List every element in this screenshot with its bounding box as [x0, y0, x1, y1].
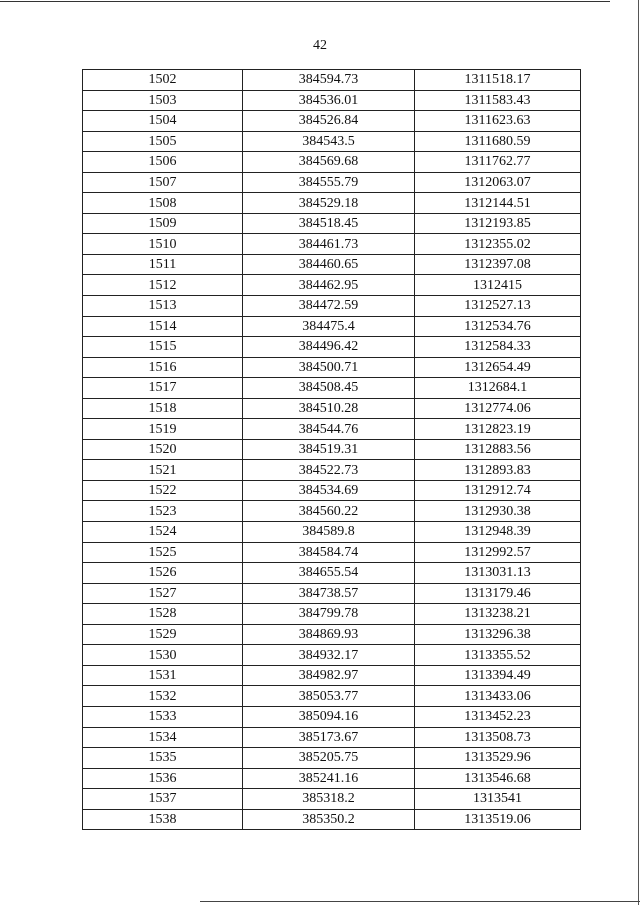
table-row — [83, 419, 581, 440]
y-coordinate-cell: 1312534.76 — [415, 316, 581, 337]
point-number-cell: 1527 — [83, 583, 243, 604]
table-row — [83, 337, 581, 358]
x-coordinate-cell: 384472.59 — [243, 296, 415, 317]
x-coordinate-cell: 384496.42 — [243, 337, 415, 358]
y-coordinate-cell: 1312193.85 — [415, 213, 581, 234]
x-coordinate-cell: 384518.45 — [243, 213, 415, 234]
point-number-cell: 1522 — [83, 480, 243, 501]
x-coordinate-cell: 384519.31 — [243, 439, 415, 460]
x-coordinate-cell: 385350.2 — [243, 809, 415, 830]
top-border-line — [0, 1, 610, 2]
x-coordinate-cell: 384569.68 — [243, 152, 415, 173]
point-number-cell: 1515 — [83, 337, 243, 358]
x-coordinate-cell: 384655.54 — [243, 563, 415, 584]
y-coordinate-cell: 1312355.02 — [415, 234, 581, 255]
y-coordinate-cell: 1313541 — [415, 789, 581, 810]
table-row — [83, 480, 581, 501]
y-coordinate-cell: 1312992.57 — [415, 542, 581, 563]
y-coordinate-cell: 1312654.49 — [415, 357, 581, 378]
x-coordinate-cell: 384522.73 — [243, 460, 415, 481]
table-row — [83, 172, 581, 193]
y-coordinate-cell: 1312912.74 — [415, 480, 581, 501]
point-number-cell: 1518 — [83, 398, 243, 419]
table-row — [83, 111, 581, 132]
y-coordinate-cell: 1313529.96 — [415, 748, 581, 769]
table-row — [83, 789, 581, 810]
y-coordinate-cell: 1311762.77 — [415, 152, 581, 173]
point-number-cell: 1523 — [83, 501, 243, 522]
table-row — [83, 296, 581, 317]
table-row — [83, 727, 581, 748]
y-coordinate-cell: 1312883.56 — [415, 439, 581, 460]
coordinates-table — [82, 69, 581, 830]
point-number-cell: 1533 — [83, 706, 243, 727]
table-row — [83, 213, 581, 234]
point-number-cell: 1517 — [83, 378, 243, 399]
table-row — [83, 398, 581, 419]
x-coordinate-cell: 384932.17 — [243, 645, 415, 666]
y-coordinate-cell: 1312584.33 — [415, 337, 581, 358]
y-coordinate-cell: 1313238.21 — [415, 604, 581, 625]
y-coordinate-cell: 1313433.06 — [415, 686, 581, 707]
point-number-cell: 1503 — [83, 90, 243, 111]
point-number-cell: 1521 — [83, 460, 243, 481]
y-coordinate-cell: 1313519.06 — [415, 809, 581, 830]
right-border-line — [638, 0, 639, 905]
table-row — [83, 665, 581, 686]
table-row — [83, 645, 581, 666]
x-coordinate-cell: 385053.77 — [243, 686, 415, 707]
y-coordinate-cell: 1311623.63 — [415, 111, 581, 132]
y-coordinate-cell: 1312893.83 — [415, 460, 581, 481]
point-number-cell: 1520 — [83, 439, 243, 460]
x-coordinate-cell: 384544.76 — [243, 419, 415, 440]
point-number-cell: 1512 — [83, 275, 243, 296]
y-coordinate-cell: 1312930.38 — [415, 501, 581, 522]
table-row — [83, 131, 581, 152]
y-coordinate-cell: 1313452.23 — [415, 706, 581, 727]
table-row — [83, 563, 581, 584]
point-number-cell: 1508 — [83, 193, 243, 214]
point-number-cell: 1509 — [83, 213, 243, 234]
x-coordinate-cell: 384460.65 — [243, 254, 415, 275]
x-coordinate-cell: 384462.95 — [243, 275, 415, 296]
point-number-cell: 1504 — [83, 111, 243, 132]
point-number-cell: 1525 — [83, 542, 243, 563]
y-coordinate-cell: 1312144.51 — [415, 193, 581, 214]
point-number-cell: 1531 — [83, 665, 243, 686]
bottom-border-line — [200, 901, 640, 902]
y-coordinate-cell: 1312527.13 — [415, 296, 581, 317]
point-number-cell: 1528 — [83, 604, 243, 625]
y-coordinate-cell: 1311583.43 — [415, 90, 581, 111]
x-coordinate-cell: 384529.18 — [243, 193, 415, 214]
point-number-cell: 1537 — [83, 789, 243, 810]
y-coordinate-cell: 1312684.1 — [415, 378, 581, 399]
x-coordinate-cell: 384982.97 — [243, 665, 415, 686]
y-coordinate-cell: 1311680.59 — [415, 131, 581, 152]
point-number-cell: 1529 — [83, 624, 243, 645]
x-coordinate-cell: 384584.74 — [243, 542, 415, 563]
y-coordinate-cell: 1312948.39 — [415, 522, 581, 543]
y-coordinate-cell: 1313296.38 — [415, 624, 581, 645]
table-row — [83, 768, 581, 789]
x-coordinate-cell: 384534.69 — [243, 480, 415, 501]
point-number-cell: 1510 — [83, 234, 243, 255]
table-row — [83, 254, 581, 275]
x-coordinate-cell: 384536.01 — [243, 90, 415, 111]
table-row — [83, 624, 581, 645]
page-number: 42 — [313, 38, 327, 53]
table-row — [83, 193, 581, 214]
x-coordinate-cell: 385094.16 — [243, 706, 415, 727]
x-coordinate-cell: 384560.22 — [243, 501, 415, 522]
y-coordinate-cell: 1312415 — [415, 275, 581, 296]
y-coordinate-cell: 1313546.68 — [415, 768, 581, 789]
table-row — [83, 70, 581, 91]
point-number-cell: 1507 — [83, 172, 243, 193]
table-row — [83, 90, 581, 111]
y-coordinate-cell: 1311518.17 — [415, 70, 581, 91]
x-coordinate-cell: 384475.4 — [243, 316, 415, 337]
table-row — [83, 439, 581, 460]
x-coordinate-cell: 384508.45 — [243, 378, 415, 399]
table-row — [83, 378, 581, 399]
table-row — [83, 460, 581, 481]
point-number-cell: 1538 — [83, 809, 243, 830]
table-row — [83, 542, 581, 563]
x-coordinate-cell: 384500.71 — [243, 357, 415, 378]
y-coordinate-cell: 1313394.49 — [415, 665, 581, 686]
table-row — [83, 748, 581, 769]
point-number-cell: 1516 — [83, 357, 243, 378]
table-row — [83, 604, 581, 625]
x-coordinate-cell: 385318.2 — [243, 789, 415, 810]
point-number-cell: 1524 — [83, 522, 243, 543]
x-coordinate-cell: 384526.84 — [243, 111, 415, 132]
y-coordinate-cell: 1313179.46 — [415, 583, 581, 604]
x-coordinate-cell: 385241.16 — [243, 768, 415, 789]
point-number-cell: 1530 — [83, 645, 243, 666]
x-coordinate-cell: 384555.79 — [243, 172, 415, 193]
point-number-cell: 1502 — [83, 70, 243, 91]
y-coordinate-cell: 1313355.52 — [415, 645, 581, 666]
x-coordinate-cell: 384589.8 — [243, 522, 415, 543]
y-coordinate-cell: 1313508.73 — [415, 727, 581, 748]
table-row — [83, 234, 581, 255]
table-row — [83, 501, 581, 522]
table-row — [83, 152, 581, 173]
point-number-cell: 1513 — [83, 296, 243, 317]
y-coordinate-cell: 1313031.13 — [415, 563, 581, 584]
table-row — [83, 316, 581, 337]
x-coordinate-cell: 384510.28 — [243, 398, 415, 419]
y-coordinate-cell: 1312774.06 — [415, 398, 581, 419]
table-row — [83, 583, 581, 604]
x-coordinate-cell: 385205.75 — [243, 748, 415, 769]
x-coordinate-cell: 385173.67 — [243, 727, 415, 748]
point-number-cell: 1535 — [83, 748, 243, 769]
table-row — [83, 275, 581, 296]
x-coordinate-cell: 384738.57 — [243, 583, 415, 604]
point-number-cell: 1534 — [83, 727, 243, 748]
x-coordinate-cell: 384543.5 — [243, 131, 415, 152]
y-coordinate-cell: 1312397.08 — [415, 254, 581, 275]
point-number-cell: 1511 — [83, 254, 243, 275]
table-row — [83, 522, 581, 543]
point-number-cell: 1526 — [83, 563, 243, 584]
x-coordinate-cell: 384799.78 — [243, 604, 415, 625]
table-row — [83, 706, 581, 727]
y-coordinate-cell: 1312823.19 — [415, 419, 581, 440]
point-number-cell: 1506 — [83, 152, 243, 173]
table-row — [83, 809, 581, 830]
point-number-cell: 1505 — [83, 131, 243, 152]
point-number-cell: 1514 — [83, 316, 243, 337]
x-coordinate-cell: 384869.93 — [243, 624, 415, 645]
x-coordinate-cell: 384594.73 — [243, 70, 415, 91]
table-row — [83, 357, 581, 378]
point-number-cell: 1532 — [83, 686, 243, 707]
y-coordinate-cell: 1312063.07 — [415, 172, 581, 193]
table-row — [83, 686, 581, 707]
point-number-cell: 1519 — [83, 419, 243, 440]
point-number-cell: 1536 — [83, 768, 243, 789]
x-coordinate-cell: 384461.73 — [243, 234, 415, 255]
coordinates-table-body — [83, 70, 581, 830]
